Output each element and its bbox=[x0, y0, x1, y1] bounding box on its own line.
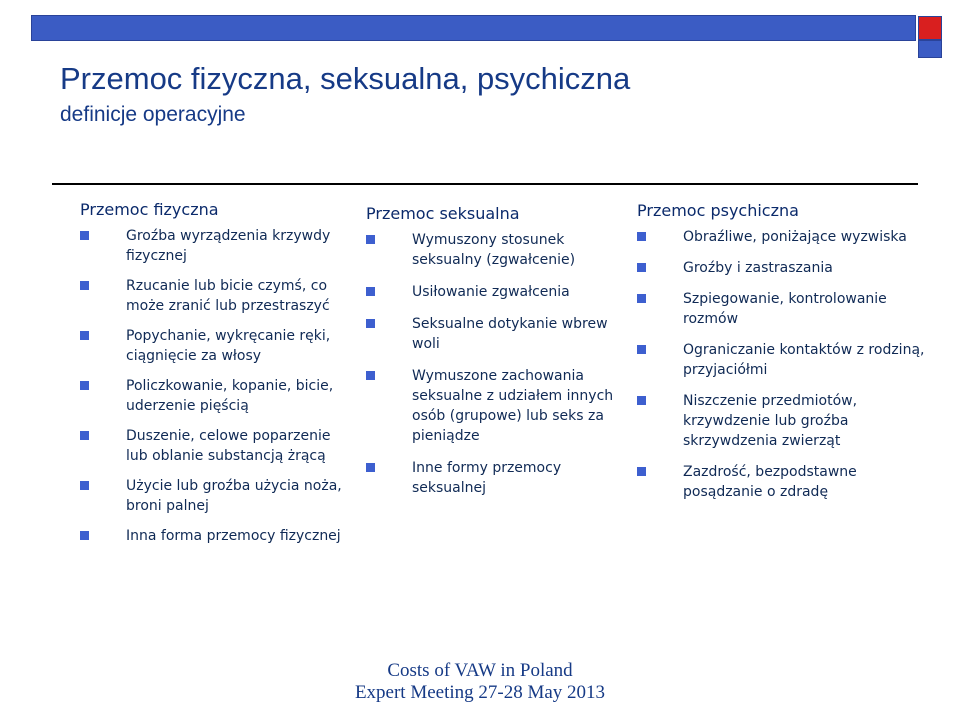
square-bullet-icon bbox=[80, 381, 89, 390]
list-item-text: Groźby i zastraszania bbox=[683, 260, 833, 276]
list-item-text: Wymuszony stosunek seksualny (zgwałcenie) bbox=[412, 232, 576, 268]
square-bullet-icon bbox=[366, 235, 375, 244]
square-bullet-icon bbox=[366, 371, 375, 380]
square-bullet-icon bbox=[80, 281, 89, 290]
footer bbox=[0, 660, 960, 704]
column-heading: Przemoc fizyczna bbox=[80, 200, 219, 219]
list-item-text: Ograniczanie kontaktów z rodziną, przyjaciółmi bbox=[683, 342, 925, 378]
list-item-text: Szpiegowanie, kontrolowanie rozmów bbox=[683, 291, 887, 327]
list-item-text: Seksualne dotykanie wbrew woli bbox=[412, 316, 608, 352]
list-item bbox=[80, 376, 350, 416]
divider-line bbox=[52, 183, 918, 185]
square-bullet-icon bbox=[80, 531, 89, 540]
list-item-text: Rzucanie lub bicie czymś, co może zranić lub przestraszyć bbox=[126, 278, 330, 314]
header-bar bbox=[31, 15, 916, 41]
slide-subtitle: definicje operacyjne bbox=[60, 103, 246, 126]
footer-line-2: Expert Meeting 27-28 May 2013 bbox=[354, 682, 606, 703]
square-bullet-icon bbox=[637, 345, 646, 354]
square-bullet-icon bbox=[366, 319, 375, 328]
square-bullet-icon bbox=[637, 294, 646, 303]
list-item-text: Popychanie, wykręcanie ręki, ciągnięcie za włosy bbox=[126, 328, 331, 364]
square-bullet-icon bbox=[637, 467, 646, 476]
list-item bbox=[637, 340, 927, 380]
list-item bbox=[637, 227, 927, 247]
list-item-text: Duszenie, celowe poparzenie lub oblanie substancją żrącą bbox=[126, 428, 331, 464]
bullet-list bbox=[366, 230, 626, 498]
list-item bbox=[366, 230, 626, 270]
square-bullet-icon bbox=[637, 396, 646, 405]
corner-square-blue bbox=[918, 40, 942, 58]
footer-line-1: Costs of VAW in Poland bbox=[387, 660, 573, 681]
list-item bbox=[80, 276, 350, 316]
list-item bbox=[80, 326, 350, 366]
square-bullet-icon bbox=[80, 231, 89, 240]
list-item bbox=[637, 462, 927, 502]
list-item-text: Groźba wyrządzenia krzywdy fizycznej bbox=[126, 228, 331, 264]
list-item bbox=[80, 226, 350, 266]
list-item bbox=[366, 314, 626, 354]
square-bullet-icon bbox=[637, 263, 646, 272]
list-item bbox=[637, 258, 927, 278]
list-item bbox=[80, 476, 350, 516]
column-psychological-violence bbox=[637, 201, 927, 513]
column-heading: Przemoc psychiczna bbox=[637, 201, 799, 220]
list-item bbox=[637, 391, 927, 451]
square-bullet-icon bbox=[80, 331, 89, 340]
list-item bbox=[366, 366, 626, 446]
list-item bbox=[80, 526, 350, 546]
list-item-text: Niszczenie przedmiotów, krzywdzenie lub groźba skrzywdzenia zwierząt bbox=[683, 393, 858, 449]
square-bullet-icon bbox=[366, 287, 375, 296]
square-bullet-icon bbox=[637, 232, 646, 241]
list-item bbox=[80, 426, 350, 466]
column-physical-violence bbox=[80, 200, 350, 556]
square-bullet-icon bbox=[80, 431, 89, 440]
square-bullet-icon bbox=[80, 481, 89, 490]
list-item-text: Wymuszone zachowania seksualne z udziałem innych osób (grupowe) lub seks za pieniądze bbox=[412, 368, 614, 444]
bullet-list bbox=[80, 226, 350, 546]
square-bullet-icon bbox=[366, 463, 375, 472]
list-item bbox=[366, 282, 626, 302]
list-item-text: Inna forma przemocy fizycznej bbox=[126, 528, 341, 544]
list-item-text: Obraźliwe, poniżające wyzwiska bbox=[683, 229, 907, 245]
bullet-list bbox=[637, 227, 927, 502]
corner-square-red bbox=[918, 16, 942, 40]
column-sexual-violence bbox=[366, 204, 626, 510]
list-item-text: Zazdrość, bezpodstawne posądzanie o zdradę bbox=[683, 464, 857, 500]
list-item bbox=[366, 458, 626, 498]
list-item-text: Usiłowanie zgwałcenia bbox=[412, 284, 570, 300]
list-item-text: Policzkowanie, kopanie, bicie, uderzenie pięścią bbox=[126, 378, 334, 414]
column-heading: Przemoc seksualna bbox=[366, 204, 520, 223]
slide-title: Przemoc fizyczna, seksualna, psychiczna bbox=[60, 61, 631, 96]
list-item bbox=[637, 289, 927, 329]
list-item-text: Inne formy przemocy seksualnej bbox=[412, 460, 562, 496]
list-item-text: Użycie lub groźba użycia noża, broni palnej bbox=[126, 478, 342, 514]
